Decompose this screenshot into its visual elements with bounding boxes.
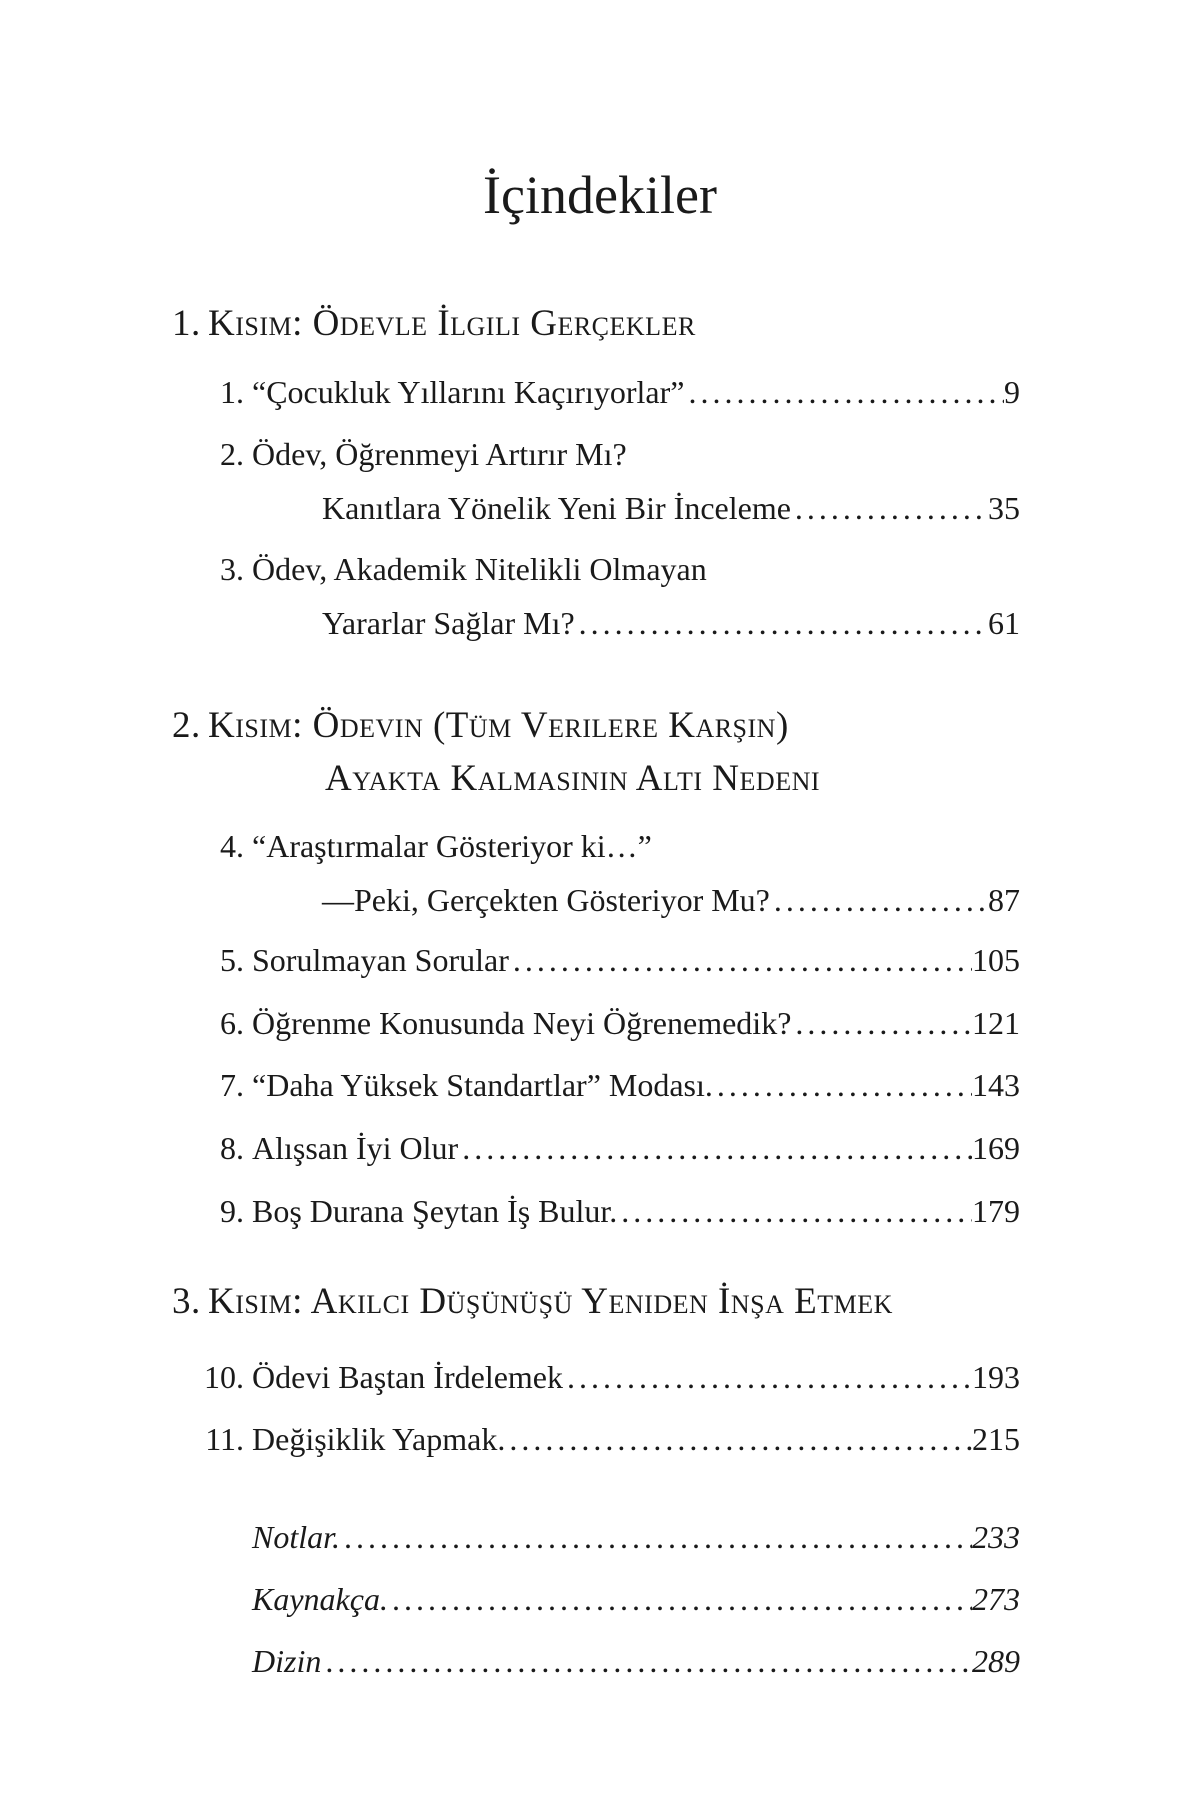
entry-title: Sorulmayan Sorular xyxy=(252,942,509,978)
entry-page: 215 xyxy=(972,1421,1020,1457)
entry-subtitle: Yararlar Sağlar Mı? xyxy=(322,605,575,641)
entry-title: “Araştırmalar Gösteriyor ki…” xyxy=(252,828,652,864)
part-number: 3. xyxy=(172,1281,201,1322)
entry-page: 143 xyxy=(972,1067,1020,1103)
entry-page: 193 xyxy=(972,1359,1020,1395)
part-heading-3 xyxy=(172,1280,1032,1323)
entry-number: 3. xyxy=(220,551,244,587)
dot-leader xyxy=(340,1521,972,1553)
dot-leader xyxy=(617,1195,972,1227)
toc-backmatter-notes[interactable] xyxy=(172,1521,1020,1561)
entry-title: Ödev, Akademik Nitelikli Olmayan xyxy=(252,551,707,587)
toc-entry-11[interactable] xyxy=(172,1423,1020,1463)
dot-leader xyxy=(575,607,988,639)
part-title: Kısım: Akılcı Düşünüşü Yeniden İnşa Etmek xyxy=(208,1281,893,1322)
entry-title: Ödevi Baştan İrdelemek xyxy=(252,1359,563,1395)
entry-number: 7. xyxy=(220,1067,244,1103)
dot-leader xyxy=(388,1583,972,1615)
backmatter-page: 289 xyxy=(972,1643,1020,1679)
dot-leader xyxy=(458,1132,972,1164)
entry-title: Boş Durana Şeytan İş Bulur. xyxy=(252,1193,618,1229)
dot-leader xyxy=(684,376,1004,408)
dot-leader xyxy=(321,1645,972,1677)
entry-number: 6. xyxy=(220,1005,244,1041)
toc-entry-10[interactable] xyxy=(172,1361,1020,1401)
part-title: Kısım: Ödevin (Tüm Verilere Karşın) xyxy=(208,705,789,746)
entry-number: 11. xyxy=(205,1421,244,1457)
toc-entry-1[interactable] xyxy=(172,376,1020,416)
entry-page: 87 xyxy=(988,882,1020,918)
toc-entry-9[interactable] xyxy=(172,1195,1020,1235)
entry-title: Ödev, Öğrenmeyi Artırır Mı? xyxy=(252,436,627,472)
entry-title: Öğrenme Konusunda Neyi Öğrenemedik? xyxy=(252,1005,792,1041)
entry-page: 121 xyxy=(972,1005,1020,1041)
entry-number: 9. xyxy=(220,1193,244,1229)
backmatter-title: Notlar. xyxy=(252,1519,341,1555)
entry-number: 2. xyxy=(220,436,244,472)
entry-title: Değişiklik Yapmak. xyxy=(252,1421,506,1457)
toc-entry-3[interactable] xyxy=(172,553,1020,647)
dot-leader xyxy=(509,944,972,976)
dot-leader xyxy=(713,1069,972,1101)
entry-subtitle: —Peki, Gerçekten Gösteriyor Mu? xyxy=(322,882,770,918)
part-number: 1. xyxy=(172,303,201,344)
entry-page: 9 xyxy=(1004,374,1020,410)
toc-entry-4[interactable] xyxy=(172,830,1020,924)
entry-page: 35 xyxy=(988,490,1020,526)
part-title-continued: Ayakta Kalmasının Altı Nedeni xyxy=(325,758,821,799)
entry-page: 105 xyxy=(972,942,1020,978)
part-heading-2 xyxy=(172,704,1032,800)
entry-number: 8. xyxy=(220,1130,244,1166)
backmatter-title: Kaynakça. xyxy=(252,1581,388,1617)
part-title: Kısım: Ödevle İlgili Gerçekler xyxy=(208,303,696,344)
toc-entry-6[interactable] xyxy=(172,1007,1020,1047)
entry-number: 10. xyxy=(204,1359,244,1395)
backmatter-title: Dizin xyxy=(252,1643,322,1679)
entry-page: 179 xyxy=(972,1193,1020,1229)
entry-subtitle: Kanıtlara Yönelik Yeni Bir İnceleme xyxy=(322,490,791,526)
dot-leader xyxy=(505,1423,972,1455)
dot-leader xyxy=(791,492,988,524)
toc-backmatter-index[interactable] xyxy=(172,1645,1020,1685)
backmatter-page: 233 xyxy=(972,1519,1020,1555)
dot-leader xyxy=(770,884,988,916)
dot-leader xyxy=(791,1007,972,1039)
part-number: 2. xyxy=(172,705,201,746)
toc-entry-8[interactable] xyxy=(172,1132,1020,1172)
entry-title: Alışsan İyi Olur xyxy=(252,1130,459,1166)
toc-entry-2[interactable] xyxy=(172,438,1020,532)
toc-entry-5[interactable] xyxy=(172,944,1020,984)
entry-title: “Çocukluk Yıllarını Kaçırıyorlar” xyxy=(252,374,685,410)
entry-title: “Daha Yüksek Standartlar” Modası. xyxy=(252,1067,713,1103)
toc-backmatter-bibliography[interactable] xyxy=(172,1583,1020,1623)
entry-page: 169 xyxy=(972,1130,1020,1166)
entry-number: 1. xyxy=(220,374,244,410)
entry-page: 61 xyxy=(988,605,1020,641)
entry-number: 4. xyxy=(220,828,244,864)
toc-entry-7[interactable] xyxy=(172,1069,1020,1109)
backmatter-page: 273 xyxy=(972,1581,1020,1617)
part-heading-1 xyxy=(172,302,1032,345)
page-title: İçindekiler xyxy=(483,165,717,225)
dot-leader xyxy=(563,1361,972,1393)
entry-number: 5. xyxy=(220,942,244,978)
